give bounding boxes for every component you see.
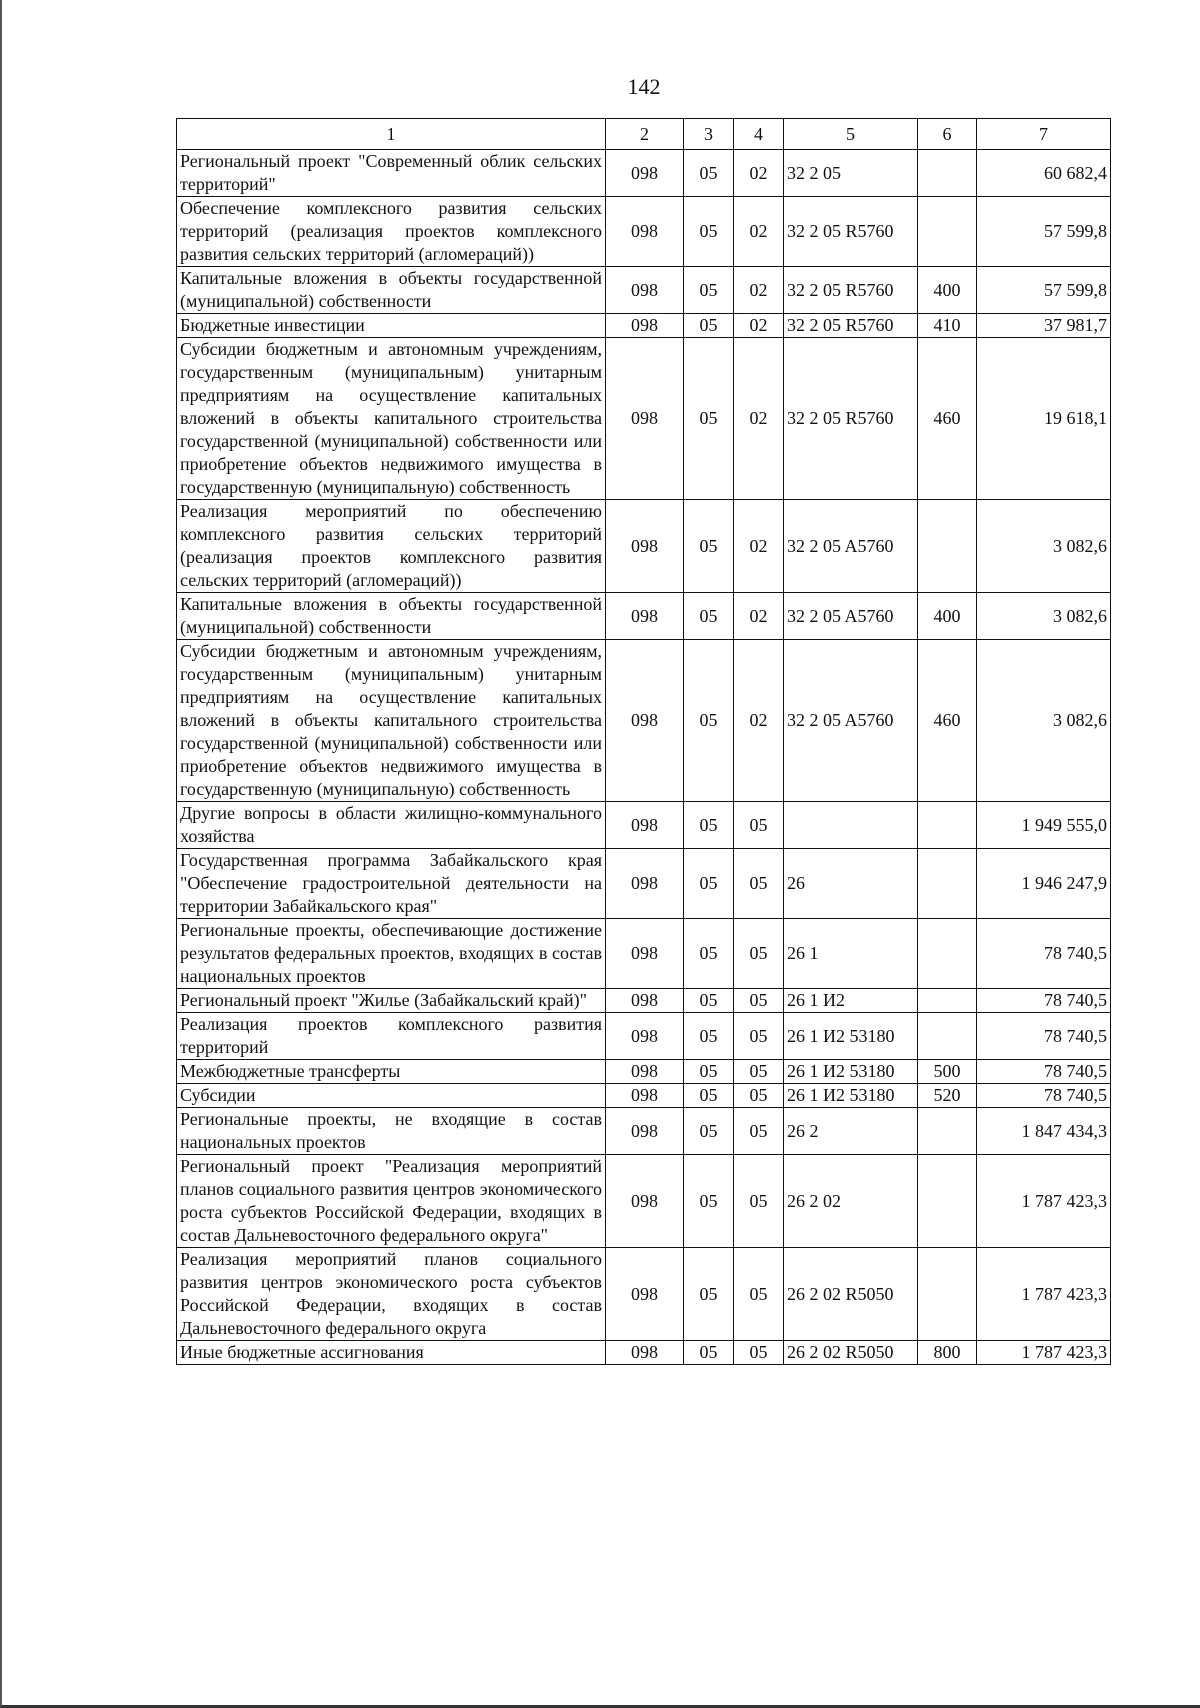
row-amount: 1 949 555,0 xyxy=(977,802,1111,849)
row-expense-type xyxy=(918,989,977,1013)
row-section-code: 05 xyxy=(684,1013,734,1060)
row-subsection-code: 05 xyxy=(734,802,784,849)
row-subsection-code: 02 xyxy=(734,267,784,314)
row-amount: 1 787 423,3 xyxy=(977,1155,1111,1248)
row-name: Капитальные вложения в объекты государственной (муниципальной) собственности xyxy=(177,267,606,314)
row-amount: 3 082,6 xyxy=(977,500,1111,593)
row-subsection-code: 05 xyxy=(734,1108,784,1155)
row-expense-type: 500 xyxy=(918,1060,977,1084)
row-name: Региональные проекты, обеспечивающие достижение результатов федеральных проектов, входящих в состав национальных проектов xyxy=(177,919,606,989)
column-header: 2 xyxy=(606,119,684,150)
row-name: Субсидии xyxy=(177,1084,606,1108)
row-expense-type: 400 xyxy=(918,267,977,314)
table-row xyxy=(177,1155,1111,1248)
row-subsection-code: 02 xyxy=(734,640,784,802)
row-ministry-code: 098 xyxy=(606,197,684,267)
row-target-article: 26 2 02 R5050 xyxy=(784,1248,918,1341)
row-name: Реализация мероприятий планов социального развития центров экономического роста субъектов Российской Федерации, входящих в состав Дальневосточного федерального округа xyxy=(177,1248,606,1341)
table-row xyxy=(177,593,1111,640)
row-expense-type xyxy=(918,500,977,593)
table-row xyxy=(177,197,1111,267)
row-name: Иные бюджетные ассигнования xyxy=(177,1341,606,1365)
row-expense-type xyxy=(918,802,977,849)
row-section-code: 05 xyxy=(684,802,734,849)
row-amount: 19 618,1 xyxy=(977,338,1111,500)
row-amount: 37 981,7 xyxy=(977,314,1111,338)
row-section-code: 05 xyxy=(684,1084,734,1108)
row-expense-type: 400 xyxy=(918,593,977,640)
row-ministry-code: 098 xyxy=(606,338,684,500)
row-expense-type xyxy=(918,919,977,989)
row-section-code: 05 xyxy=(684,919,734,989)
column-header: 4 xyxy=(734,119,784,150)
row-section-code: 05 xyxy=(684,267,734,314)
table-row xyxy=(177,919,1111,989)
row-amount: 78 740,5 xyxy=(977,919,1111,989)
row-name: Субсидии бюджетным и автономным учреждениям, государственным (муниципальным) унитарным предприятиям на осуществление капитальных вложений в объекты капитального строительства государственной (муниципальной) собственности или приобретение объектов недвижимого имущества в государственную (муниципальную) собственность xyxy=(177,338,606,500)
row-expense-type xyxy=(918,1248,977,1341)
row-target-article: 32 2 05 R5760 xyxy=(784,267,918,314)
table-body xyxy=(177,150,1111,1365)
row-ministry-code: 098 xyxy=(606,1108,684,1155)
row-target-article: 32 2 05 A5760 xyxy=(784,640,918,802)
row-section-code: 05 xyxy=(684,989,734,1013)
row-ministry-code: 098 xyxy=(606,314,684,338)
row-expense-type: 520 xyxy=(918,1084,977,1108)
row-ministry-code: 098 xyxy=(606,500,684,593)
row-expense-type: 460 xyxy=(918,338,977,500)
column-header: 7 xyxy=(977,119,1111,150)
row-amount: 57 599,8 xyxy=(977,267,1111,314)
row-section-code: 05 xyxy=(684,500,734,593)
row-ministry-code: 098 xyxy=(606,1013,684,1060)
row-amount: 1 847 434,3 xyxy=(977,1108,1111,1155)
table-row xyxy=(177,1108,1111,1155)
table-row xyxy=(177,500,1111,593)
row-ministry-code: 098 xyxy=(606,1155,684,1248)
row-target-article: 26 2 02 xyxy=(784,1155,918,1248)
row-section-code: 05 xyxy=(684,150,734,197)
row-target-article: 32 2 05 R5760 xyxy=(784,197,918,267)
row-ministry-code: 098 xyxy=(606,1248,684,1341)
row-name: Государственная программа Забайкальского края "Обеспечение градостроительной деятельности на территории Забайкальского края" xyxy=(177,849,606,919)
budget-table xyxy=(176,118,1111,1365)
row-amount: 78 740,5 xyxy=(977,1013,1111,1060)
row-expense-type xyxy=(918,150,977,197)
row-target-article: 26 xyxy=(784,849,918,919)
column-header: 3 xyxy=(684,119,734,150)
row-name: Бюджетные инвестиции xyxy=(177,314,606,338)
row-amount: 3 082,6 xyxy=(977,593,1111,640)
table-row xyxy=(177,1060,1111,1084)
row-ministry-code: 098 xyxy=(606,1341,684,1365)
row-expense-type xyxy=(918,1108,977,1155)
row-section-code: 05 xyxy=(684,1341,734,1365)
row-target-article: 32 2 05 A5760 xyxy=(784,593,918,640)
row-subsection-code: 05 xyxy=(734,1013,784,1060)
row-name: Капитальные вложения в объекты государственной (муниципальной) собственности xyxy=(177,593,606,640)
row-subsection-code: 02 xyxy=(734,500,784,593)
row-section-code: 05 xyxy=(684,1108,734,1155)
row-amount: 78 740,5 xyxy=(977,1060,1111,1084)
row-amount: 78 740,5 xyxy=(977,1084,1111,1108)
row-name: Региональный проект "Реализация мероприятий планов социального развития центров экономического роста субъектов Российской Федерации, входящих в состав Дальневосточного федерального округа" xyxy=(177,1155,606,1248)
table-row xyxy=(177,989,1111,1013)
row-name: Реализация проектов комплексного развития территорий xyxy=(177,1013,606,1060)
row-name: Реализация мероприятий по обеспечению комплексного развития сельских территорий (реализация проектов комплексного развития сельских территорий (агломераций)) xyxy=(177,500,606,593)
row-subsection-code: 05 xyxy=(734,849,784,919)
table-row xyxy=(177,802,1111,849)
row-expense-type xyxy=(918,1155,977,1248)
table-row xyxy=(177,1341,1111,1365)
table-row xyxy=(177,314,1111,338)
column-header: 6 xyxy=(918,119,977,150)
row-subsection-code: 02 xyxy=(734,593,784,640)
row-ministry-code: 098 xyxy=(606,849,684,919)
header-row xyxy=(177,119,1111,150)
row-subsection-code: 02 xyxy=(734,338,784,500)
row-subsection-code: 02 xyxy=(734,150,784,197)
row-section-code: 05 xyxy=(684,197,734,267)
row-target-article: 32 2 05 xyxy=(784,150,918,197)
row-section-code: 05 xyxy=(684,1248,734,1341)
table-row xyxy=(177,1084,1111,1108)
row-name: Другие вопросы в области жилищно-коммунального хозяйства xyxy=(177,802,606,849)
row-amount: 1 946 247,9 xyxy=(977,849,1111,919)
table-row xyxy=(177,1248,1111,1341)
row-subsection-code: 05 xyxy=(734,989,784,1013)
table-row xyxy=(177,1013,1111,1060)
table-row xyxy=(177,267,1111,314)
row-amount: 1 787 423,3 xyxy=(977,1248,1111,1341)
row-section-code: 05 xyxy=(684,1060,734,1084)
row-target-article: 26 2 02 R5050 xyxy=(784,1341,918,1365)
row-target-article: 32 2 05 R5760 xyxy=(784,338,918,500)
row-ministry-code: 098 xyxy=(606,802,684,849)
row-section-code: 05 xyxy=(684,593,734,640)
column-header: 5 xyxy=(784,119,918,150)
table-row xyxy=(177,640,1111,802)
row-target-article: 26 1 И2 xyxy=(784,989,918,1013)
row-ministry-code: 098 xyxy=(606,1084,684,1108)
column-header: 1 xyxy=(177,119,606,150)
row-section-code: 05 xyxy=(684,849,734,919)
row-section-code: 05 xyxy=(684,314,734,338)
row-expense-type: 410 xyxy=(918,314,977,338)
row-ministry-code: 098 xyxy=(606,989,684,1013)
row-subsection-code: 05 xyxy=(734,1155,784,1248)
row-target-article: 26 1 И2 53180 xyxy=(784,1060,918,1084)
row-target-article xyxy=(784,802,918,849)
row-target-article: 32 2 05 R5760 xyxy=(784,314,918,338)
row-section-code: 05 xyxy=(684,1155,734,1248)
row-name: Субсидии бюджетным и автономным учреждениям, государственным (муниципальным) унитарным предприятиям на осуществление капитальных вложений в объекты капитального строительства государственной (муниципальной) собственности или приобретение объектов недвижимого имущества в государственную (муниципальную) собственность xyxy=(177,640,606,802)
table-row xyxy=(177,150,1111,197)
row-name: Обеспечение комплексного развития сельских территорий (реализация проектов комплексного развития сельских территорий (агломераций)) xyxy=(177,197,606,267)
row-amount: 3 082,6 xyxy=(977,640,1111,802)
row-ministry-code: 098 xyxy=(606,267,684,314)
row-expense-type xyxy=(918,1013,977,1060)
row-subsection-code: 05 xyxy=(734,1248,784,1341)
row-amount: 78 740,5 xyxy=(977,989,1111,1013)
row-subsection-code: 05 xyxy=(734,1084,784,1108)
row-ministry-code: 098 xyxy=(606,1060,684,1084)
row-section-code: 05 xyxy=(684,338,734,500)
row-name: Региональные проекты, не входящие в состав национальных проектов xyxy=(177,1108,606,1155)
row-subsection-code: 05 xyxy=(734,919,784,989)
row-name: Межбюджетные трансферты xyxy=(177,1060,606,1084)
row-amount: 1 787 423,3 xyxy=(977,1341,1111,1365)
row-name: Региональный проект "Современный облик сельских территорий" xyxy=(177,150,606,197)
row-ministry-code: 098 xyxy=(606,150,684,197)
row-expense-type: 460 xyxy=(918,640,977,802)
row-subsection-code: 05 xyxy=(734,1341,784,1365)
row-target-article: 26 2 xyxy=(784,1108,918,1155)
table-row xyxy=(177,338,1111,500)
row-target-article: 32 2 05 A5760 xyxy=(784,500,918,593)
row-ministry-code: 098 xyxy=(606,593,684,640)
row-expense-type xyxy=(918,197,977,267)
row-expense-type: 800 xyxy=(918,1341,977,1365)
row-amount: 57 599,8 xyxy=(977,197,1111,267)
row-ministry-code: 098 xyxy=(606,919,684,989)
row-name: Региональный проект "Жилье (Забайкальский край)" xyxy=(177,989,606,1013)
row-amount: 60 682,4 xyxy=(977,150,1111,197)
row-subsection-code: 05 xyxy=(734,1060,784,1084)
row-target-article: 26 1 xyxy=(784,919,918,989)
page-number: 142 xyxy=(627,74,661,99)
row-expense-type xyxy=(918,849,977,919)
row-target-article: 26 1 И2 53180 xyxy=(784,1084,918,1108)
row-target-article: 26 1 И2 53180 xyxy=(784,1013,918,1060)
row-section-code: 05 xyxy=(684,640,734,802)
table-row xyxy=(177,849,1111,919)
row-subsection-code: 02 xyxy=(734,197,784,267)
row-subsection-code: 02 xyxy=(734,314,784,338)
row-ministry-code: 098 xyxy=(606,640,684,802)
